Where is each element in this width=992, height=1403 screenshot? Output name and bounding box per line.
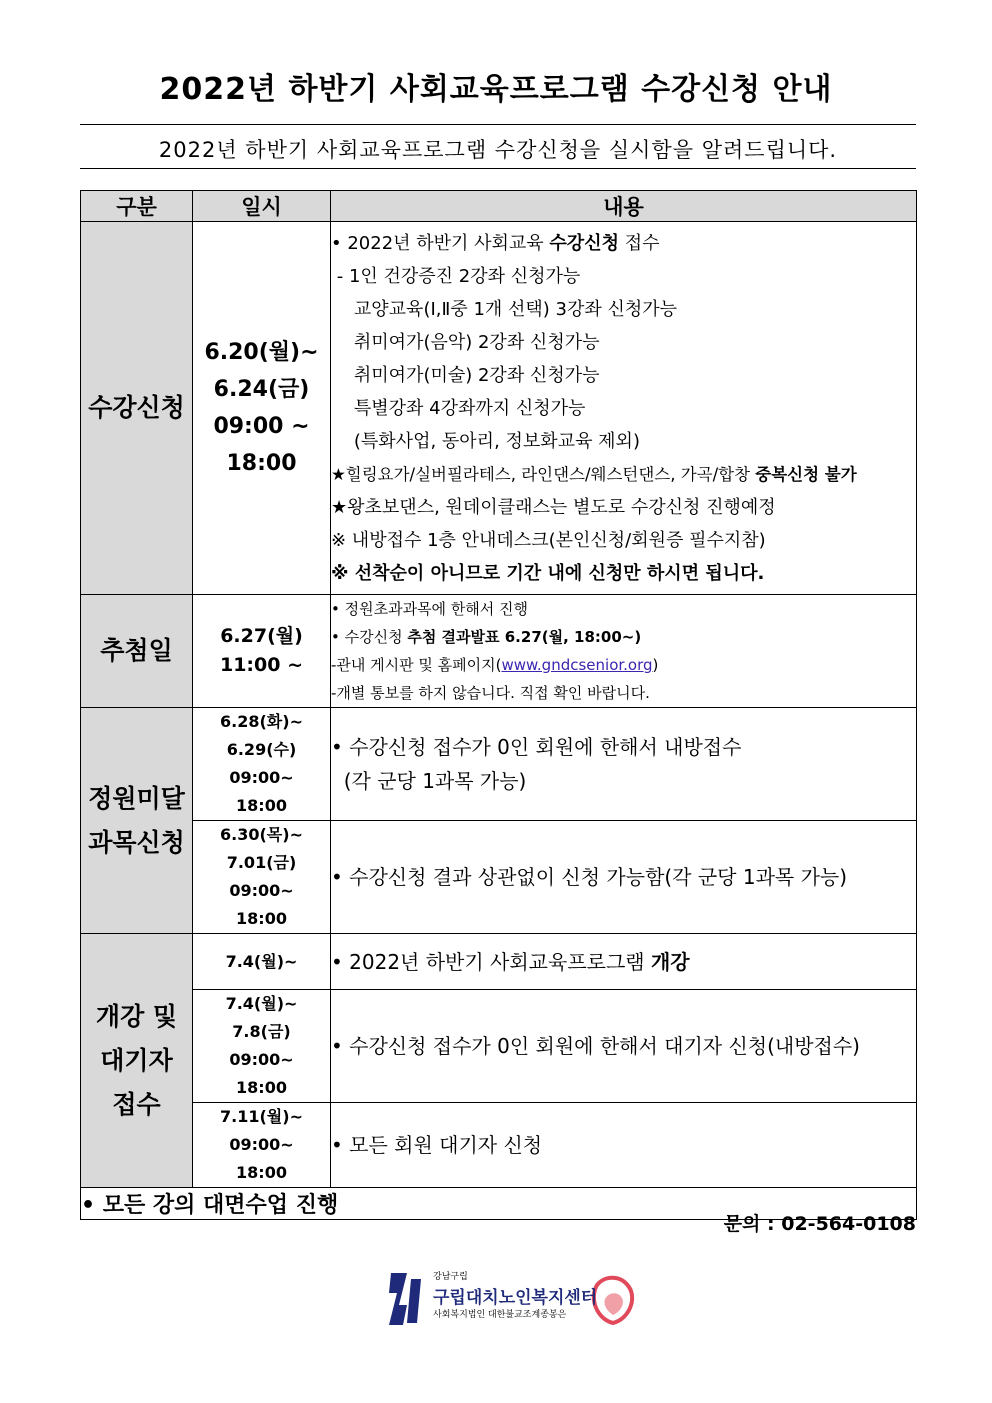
table-header-row [81, 191, 917, 222]
content-line: • 수강신청 접수가 0인 회원에 한해서 내방접수 [331, 735, 742, 759]
date-line: 09:00~ [229, 1135, 294, 1154]
content-line: 교양교육(Ⅰ,Ⅱ중 1개 선택) 3강좌 신청가능 [331, 298, 678, 320]
footer-note: • 모든 강의 대면수업 진행 [81, 1188, 917, 1220]
date-under-capacity-2 [193, 821, 331, 934]
content-registration [331, 222, 917, 595]
content-line: ※ 선착순이 아니므로 기간 내에 신청만 하시면 됩니다. [331, 562, 765, 584]
category-line: 개강 및 [95, 1001, 178, 1031]
date-under-capacity-1 [193, 708, 331, 821]
header-date: 일시 [193, 191, 331, 222]
content-opening-3 [331, 1103, 917, 1188]
date-line: 11:00 ~ [219, 654, 303, 676]
content-under-capacity-1 [331, 708, 917, 821]
logo-top-text: 강남구립 [433, 1272, 468, 1282]
content-line: • 수강신청 추첨 결과발표 6.27(월, 18:00~) [331, 628, 642, 646]
table-row-opening-1 [81, 934, 917, 990]
content-line: -개별 통보를 하지 않습니다. 직접 확인 바랍니다. [331, 684, 650, 702]
date-line: 09:00~ [229, 768, 294, 787]
date-line: 7.8(금) [232, 1022, 291, 1041]
date-line: 6.30(목)~ [220, 825, 303, 844]
content-opening-2 [331, 990, 917, 1103]
date-line: 18:00 [236, 1078, 287, 1097]
contact-info: 문의 : 02-564-0108 [723, 1213, 916, 1235]
content-line: 취미여가(음악) 2강좌 신청가능 [331, 331, 600, 353]
content-line: ★힐링요가/실버필라테스, 라인댄스/웨스턴댄스, 가곡/합창 중복신청 불가 [331, 464, 857, 484]
category-lottery: 추첨일 [81, 595, 193, 708]
content-under-capacity-2 [331, 821, 917, 934]
date-line: 6.27(월) [220, 625, 303, 647]
content-line: (특화사업, 동아리, 정보화교육 제외) [331, 430, 640, 452]
category-line: 대기자 [100, 1045, 173, 1075]
category-line: 과목신청 [88, 827, 185, 857]
date-line: 18:00 [236, 796, 287, 815]
date-opening-2 [193, 990, 331, 1103]
content-line: • 모든 회원 대기자 신청 [331, 1133, 543, 1157]
date-line: 7.11(월)~ [220, 1107, 303, 1126]
content-line: 취미여가(미술) 2강좌 신청가능 [331, 364, 600, 386]
date-opening-1: 7.4(월)~ [193, 934, 331, 990]
content-line: • 수강신청 결과 상관없이 신청 가능함(각 군당 1과목 가능) [331, 865, 848, 889]
homepage-link[interactable]: www.gndcsenior.org [501, 656, 653, 674]
schedule-table [80, 190, 917, 1220]
divider-top [80, 124, 916, 125]
date-line: 18:00 [236, 1163, 287, 1182]
date-line: 09:00~ [229, 1050, 294, 1069]
content-line: (각 군당 1과목 가능) [331, 769, 527, 793]
content-line: • 2022년 하반기 사회교육 수강신청 접수 [331, 232, 660, 254]
date-line: 09:00 ~ [213, 414, 310, 439]
date-opening-3 [193, 1103, 331, 1188]
category-opening [81, 934, 193, 1188]
date-line: 6.20(월)~ [204, 340, 319, 365]
page-title: 2022년 하반기 사회교육프로그램 수강신청 안내 [159, 72, 833, 107]
header-category: 구분 [81, 191, 193, 222]
content-lottery [331, 595, 917, 708]
content-line: • 수강신청 접수가 0인 회원에 한해서 대기자 신청(내방접수) [331, 1034, 860, 1058]
date-line: 6.24(금) [213, 377, 310, 402]
page-subtitle: 2022년 하반기 사회교육프로그램 수강신청을 실시함을 알려드립니다. [158, 138, 838, 162]
date-line: 7.4(월)~ [225, 994, 298, 1013]
content-line: ※ 내방접수 1층 안내데스크(본인신청/회원증 필수지참) [331, 529, 766, 551]
table-row-lottery [81, 595, 917, 708]
date-lottery [193, 595, 331, 708]
date-line: 7.01(금) [226, 853, 297, 872]
category-under-capacity [81, 708, 193, 934]
category-registration: 수강신청 [81, 222, 193, 595]
table-row-registration [81, 222, 917, 595]
content-line: • 2022년 하반기 사회교육프로그램 개강 [331, 949, 690, 974]
content-line: -관내 게시판 및 홈페이지(www.gndcsenior.org) [331, 656, 659, 674]
table-row-under-capacity-2 [81, 821, 917, 934]
category-line: 정원미달 [88, 783, 185, 813]
content-line: ★왕초보댄스, 원데이클래스는 별도로 수강신청 진행예정 [331, 496, 776, 518]
table-row-opening-3 [81, 1103, 917, 1188]
content-line: - 1인 건강증진 2강좌 신청가능 [331, 265, 581, 287]
content-opening-1 [331, 934, 917, 990]
category-line: 접수 [112, 1089, 161, 1119]
logo-bottom-text: 사회복지법인 대한불교조계종봉은 [433, 1310, 567, 1320]
date-registration [193, 222, 331, 595]
date-line: 18:00 [236, 909, 287, 928]
logo-name: 구립대치노인복지센터 [433, 1288, 598, 1308]
content-line: 특별강좌 4강좌까지 신청가능 [331, 397, 586, 419]
header-content: 내용 [331, 191, 917, 222]
date-line: 6.29(수) [226, 740, 297, 759]
table-row-under-capacity-1 [81, 708, 917, 821]
content-line: • 정원초과과목에 한해서 진행 [331, 600, 529, 618]
center-logo [385, 1265, 645, 1335]
date-line: 18:00 [226, 451, 297, 476]
divider-bottom [80, 168, 916, 169]
date-line: 09:00~ [229, 881, 294, 900]
table-row-opening-2 [81, 990, 917, 1103]
date-line: 6.28(화)~ [220, 712, 303, 731]
